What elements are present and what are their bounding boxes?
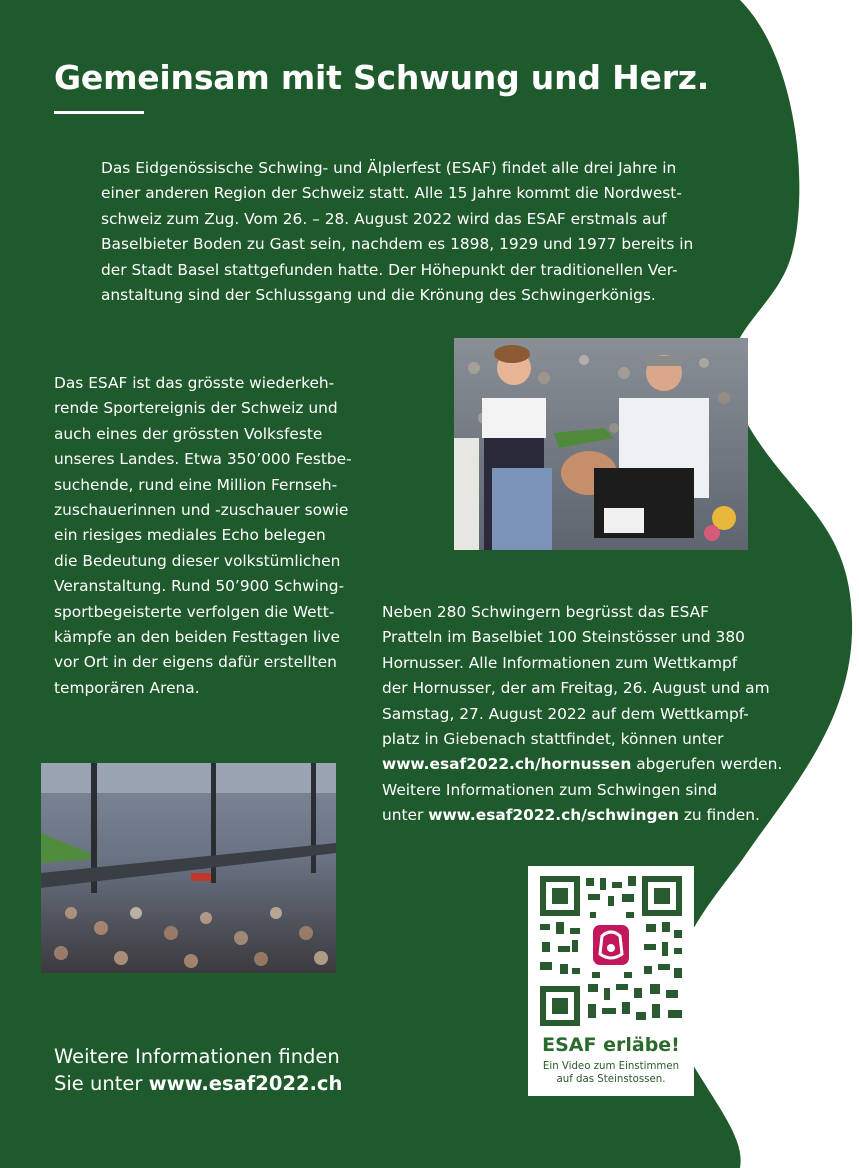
right-line: Pratteln im Baselbiet 100 Steinstösser und 380 — [382, 628, 745, 647]
intro-line: der Stadt Basel stattgefunden hatte. Der Höhepunkt der traditionellen Ver- — [101, 260, 678, 279]
right-line: Neben 280 Schwingern begrüsst das ESAF — [382, 603, 710, 621]
qr-card — [528, 866, 694, 1096]
right-line: Weitere Informationen zum Schwingen sind — [382, 780, 718, 799]
left-line: sportbegeisterte verfolgen die Wett- — [54, 602, 335, 621]
left-line: unseres Landes. Etwa 350’000 Festbe- — [54, 450, 352, 469]
website-link[interactable]: www.esaf2022.ch — [148, 1072, 343, 1095]
intro-line: Das Eidgenössische Schwing- und Älplerfest (ESAF) findet alle drei Jahre in — [101, 159, 677, 177]
right-line: Samstag, 27. August 2022 auf dem Wettkampf- — [382, 704, 749, 723]
intro-line: Baselbieter Boden zu Gast sein, nachdem es 1898, 1929 und 1977 bereits in — [101, 235, 694, 254]
right-line: Hornusser. Alle Informationen zum Wettkampf — [382, 653, 738, 672]
right-line: platz in Giebenach stattfindet, können unter — [382, 730, 724, 749]
qr-card-subtitle — [528, 1060, 694, 1086]
right-line-text: abgerufen werden. — [631, 755, 783, 774]
footer-line — [54, 1070, 434, 1097]
left-line: Veranstaltung. Rund 50’900 Schwing- — [54, 577, 345, 596]
left-line: kämpfe an den beiden Festtagen live — [54, 628, 340, 647]
intro-line: schweiz zum Zug. Vom 26. – 28. August 2022 wird das ESAF erstmals auf — [101, 209, 667, 228]
hornussen-link[interactable]: www.esaf2022.ch/hornussen — [382, 755, 632, 774]
qr-code-icon[interactable] — [536, 872, 686, 1030]
title-underline — [54, 111, 144, 114]
intro-line: anstaltung sind der Schlussgang und die Krönung des Schwingerkönigs. — [101, 286, 656, 305]
left-line: zuschauerinnen und -zuschauer sowie — [54, 501, 349, 520]
arena-photo — [41, 763, 336, 973]
left-line: temporären Arena. — [54, 678, 200, 697]
right-line — [382, 803, 802, 828]
left-line: suchende, rund eine Million Fernseh- — [54, 475, 338, 494]
right-line: der Hornusser, der am Freitag, 26. August und am — [382, 679, 770, 698]
qr-card-subtitle-line: Ein Video zum Einstimmen — [542, 1061, 680, 1072]
left-line: vor Ort in der eigens dafür erstellten — [54, 653, 337, 672]
right-paragraph — [382, 600, 802, 829]
right-line — [382, 752, 802, 777]
left-line: rende Sportereignis der Schweiz und — [54, 399, 338, 418]
right-line-text: unter — [382, 806, 429, 825]
qr-card-subtitle-line: auf das Steinstossen. — [556, 1074, 666, 1085]
left-line: auch eines der grössten Volksfeste — [54, 424, 323, 443]
left-line: ein riesiges mediales Echo belegen — [54, 526, 326, 545]
right-line-text: zu finden. — [678, 806, 760, 825]
footer-line: Weitere Informationen finden — [54, 1045, 340, 1068]
left-line: die Bedeutung dieser volkstümlichen — [54, 551, 341, 570]
schwingen-link[interactable]: www.esaf2022.ch/schwingen — [428, 806, 679, 825]
left-line: Das ESAF ist das grösste wiederkeh- — [54, 374, 335, 392]
qr-card-title: ESAF erläbe! — [542, 1034, 680, 1056]
page-title: Gemeinsam mit Schwung und Herz. — [54, 58, 710, 97]
intro-line: einer anderen Region der Schweiz statt. Alle 15 Jahre kommt die Nordwest- — [101, 184, 682, 203]
coronation-photo — [454, 338, 748, 550]
footer-line-text: Sie unter — [54, 1072, 149, 1095]
left-paragraph — [54, 371, 374, 701]
intro-paragraph — [101, 156, 741, 308]
footer-info — [54, 1043, 434, 1097]
